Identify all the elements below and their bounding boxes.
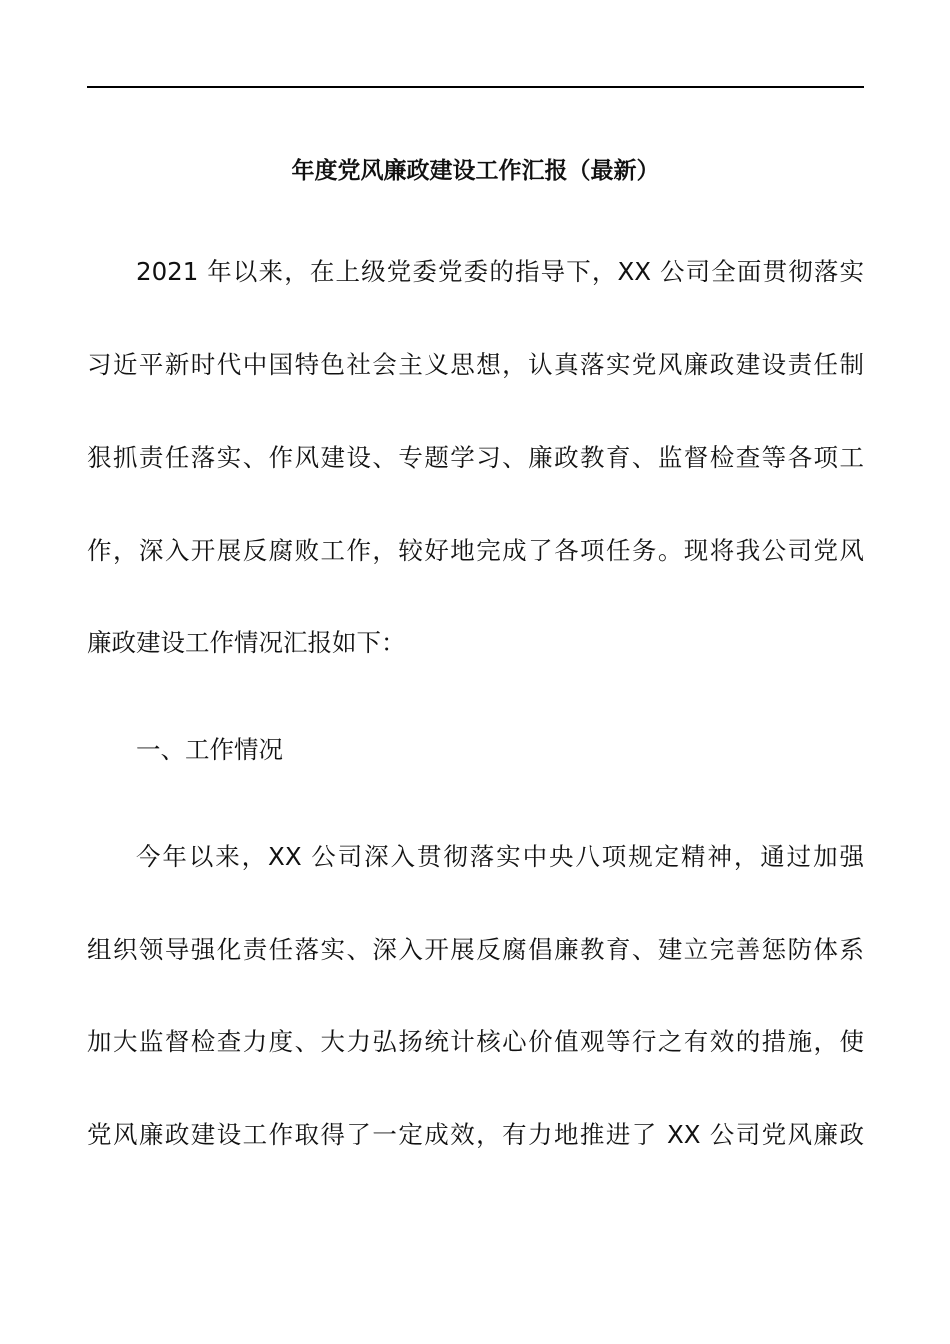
paragraph-line: 2021 年以来，在上级党委党委的指导下，XX 公司全面贯彻落实 [136, 257, 864, 286]
document-title: 年度党风廉政建设工作汇报（最新） [291, 158, 660, 184]
paragraph-line: 加大监督检查力度、大力弘扬统计核心价值观等行之有效的措施，使 [87, 1027, 864, 1056]
header-rule [87, 86, 864, 88]
paragraph-line: 组织领导强化责任落实、深入开展反腐倡廉教育、建立完善惩防体系 [87, 935, 864, 964]
paragraph-line: 作，深入开展反腐败工作，较好地完成了各项任务。现将我公司党风 [87, 536, 864, 565]
paragraph-line: 狠抓责任落实、作风建设、专题学习、廉政教育、监督检查等各项工 [87, 443, 864, 472]
paragraph-line: 廉政建设工作情况汇报如下： [87, 628, 406, 657]
paragraph-line: 习近平新时代中国特色社会主义思想，认真落实党风廉政建设责任制 [87, 350, 864, 379]
section-heading: 一、工作情况 [136, 735, 283, 764]
paragraph-line: 党风廉政建设工作取得了一定成效，有力地推进了 XX 公司党风廉政 [87, 1120, 864, 1149]
paragraph-line: 今年以来，XX 公司深入贯彻落实中央八项规定精神，通过加强 [136, 842, 864, 871]
